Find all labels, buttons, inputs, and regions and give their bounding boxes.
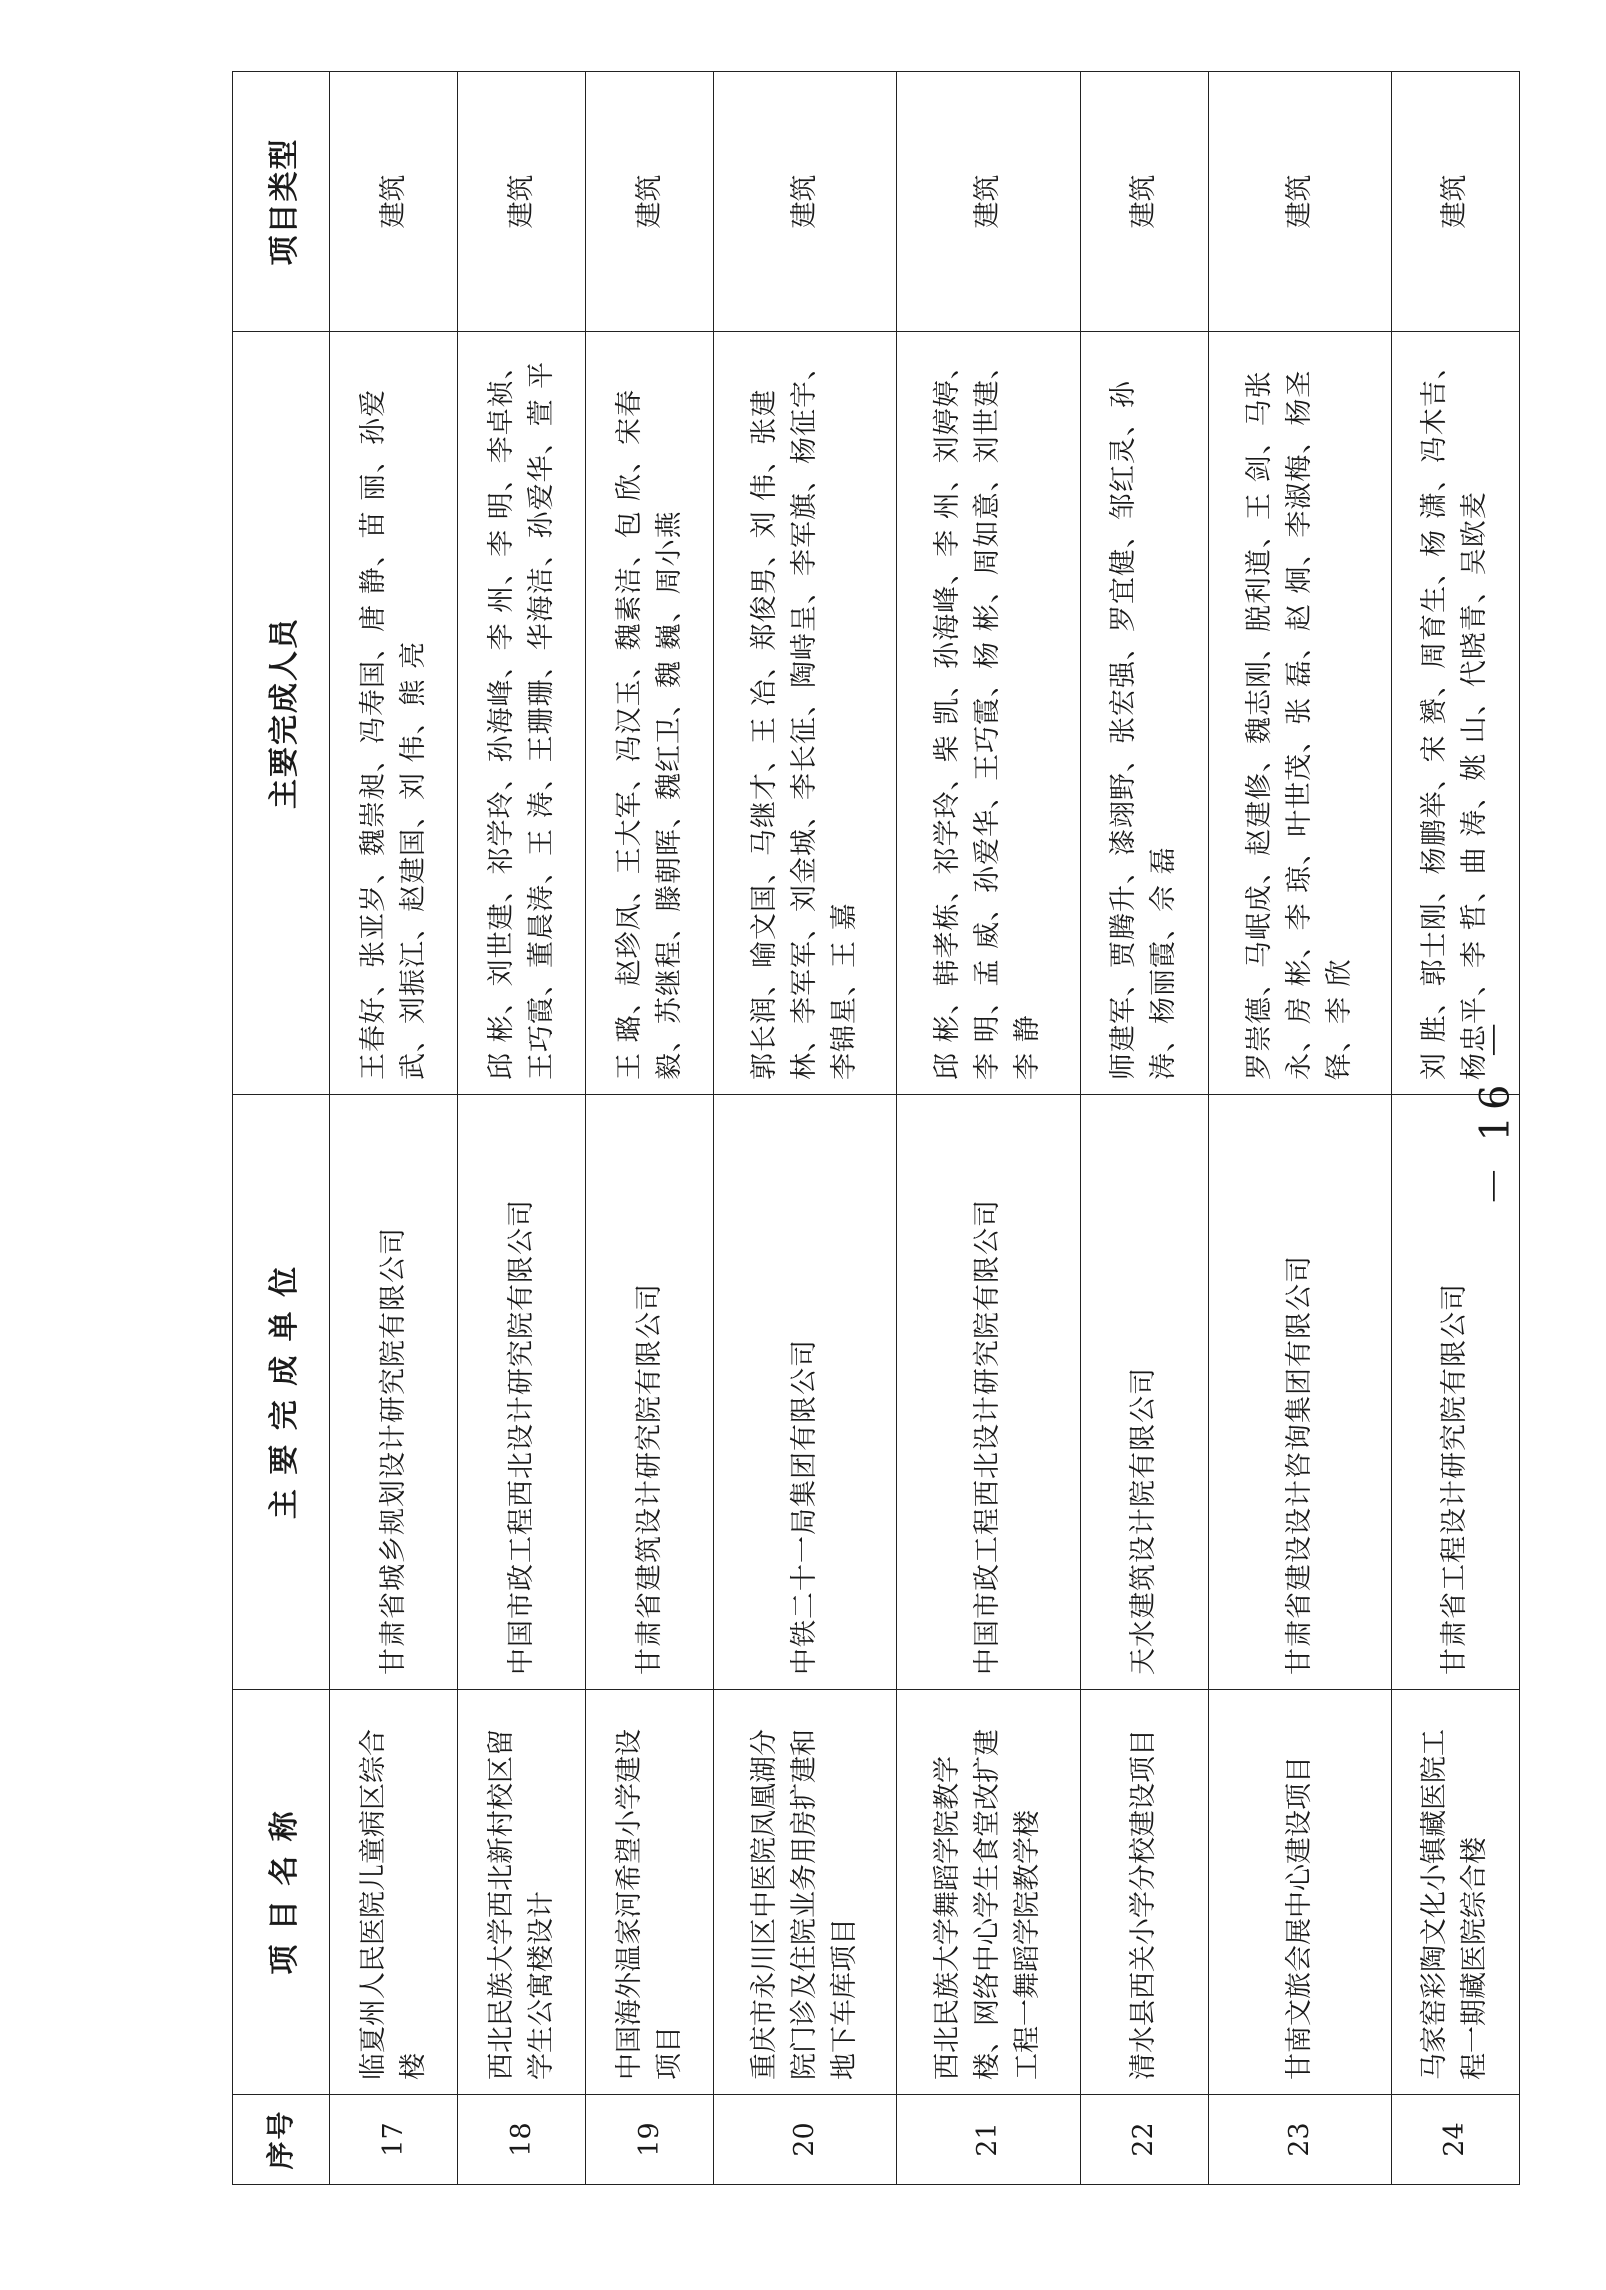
cell-unit: 甘肃省建设设计咨询集团有限公司	[1208, 1095, 1391, 1690]
cell-people: 邱 彬、韩孝栋、祁学玲、柴 凯、孙海峰、李 州、刘婷婷、李 明、孟 威、孙爱华、王巧霞、杨 彬、周如意、刘世建、李 静	[897, 332, 1080, 1095]
header-seq: 序号	[233, 2095, 330, 2185]
cell-name: 马家窑彩陶文化小镇藏医院工程一期藏医院综合楼	[1391, 1690, 1519, 2095]
table-row	[586, 72, 714, 2185]
table-row	[458, 72, 586, 2185]
cell-people: 王春好、张亚岁、魏崇昶、冯寿国、唐 静、苗 丽、孙爱武、刘振江、赵建国、刘 伟、熊 亮	[330, 332, 458, 1095]
cell-name: 清水县西关小学分校建设项目	[1080, 1690, 1208, 2095]
cell-name: 西北民族大学舞蹈学院教学楼、网络中心学生食堂改扩建工程一舞蹈学院教学楼	[897, 1690, 1080, 2095]
cell-seq: 22	[1080, 2095, 1208, 2185]
cell-name: 西北民族大学西北新村校区留学生公寓楼设计	[458, 1690, 586, 2095]
table-body	[330, 72, 1520, 2185]
cell-seq: 20	[714, 2095, 897, 2185]
cell-type: 建筑	[1080, 72, 1208, 332]
cell-type: 建筑	[1208, 72, 1391, 332]
cell-seq: 24	[1391, 2095, 1519, 2185]
header-unit: 主 要 完 成 单 位	[233, 1095, 330, 1690]
cell-type: 建筑	[330, 72, 458, 332]
cell-people: 刘 胜、郭士刚、杨鹏举、宋 赟、周育生、杨 潇、冯木吉、杨忠平、李 哲、曲 涛、姚 山、代晓青、吴欧麦	[1391, 332, 1519, 1095]
cell-unit: 甘肃省建筑设计研究院有限公司	[586, 1095, 714, 1690]
table-row	[1080, 72, 1208, 2185]
cell-unit: 中铁二十一局集团有限公司	[714, 1095, 897, 1690]
cell-type: 建筑	[586, 72, 714, 332]
header-type: 项目类型	[233, 72, 330, 332]
cell-name: 临夏州人民医院儿童病区综合楼	[330, 1690, 458, 2095]
cell-seq: 23	[1208, 2095, 1391, 2185]
cell-type: 建筑	[458, 72, 586, 332]
cell-unit: 甘肃省工程设计研究院有限公司	[1391, 1095, 1519, 1690]
cell-seq: 21	[897, 2095, 1080, 2185]
header-people: 主要完成人员	[233, 332, 330, 1095]
cell-unit: 中国市政工程西北设计研究院有限公司	[897, 1095, 1080, 1690]
cell-people: 师建军、贾腾升、漆翊野、张宏强、罗宜健、邹红灵、孙 涛、杨丽霞、佘 磊	[1080, 332, 1208, 1095]
cell-name: 重庆市永川区中医院凤凰湖分院门诊及住院业务用房扩建和地下车库项目	[714, 1690, 897, 2095]
table-row	[897, 72, 1080, 2185]
cell-unit: 中国市政工程西北设计研究院有限公司	[458, 1095, 586, 1690]
cell-people: 邱 彬、刘世建、祁学玲、孙海峰、李 州、李 明、李卓祯、王巧霞、董晨涛、王 涛、王珊珊、华海洁、孙爱华、萱 平	[458, 332, 586, 1095]
table-row	[330, 72, 458, 2185]
cell-name: 中国海外温家河希望小学建设项目	[586, 1690, 714, 2095]
table-row	[1208, 72, 1391, 2185]
cell-people: 王 璐、赵珍凤、王大军、冯汉玉、魏素洁、包 欣、宋春毅、苏继程、滕朝晖、魏红卫、魏 巍、周小燕	[586, 332, 714, 1095]
page-number	[1462, 1000, 1522, 1220]
cell-seq: 18	[458, 2095, 586, 2185]
cell-unit: 天水建筑设计院有限公司	[1080, 1095, 1208, 1690]
cell-type: 建筑	[897, 72, 1080, 332]
cell-people: 罗崇德、马岷成、赵建修、魏志刚、脱利道、王 剑、马张永、房 彬、李 琼、叶世茂、张 磊、赵 炯、李淑梅、杨圣铎、李 欣	[1208, 332, 1391, 1095]
cell-unit: 甘肃省城乡规划设计研究院有限公司	[330, 1095, 458, 1690]
award-table-container	[232, 72, 1520, 2185]
cell-seq: 17	[330, 2095, 458, 2185]
cell-name: 甘南文旅会展中心建设项目	[1208, 1690, 1391, 2095]
cell-type: 建筑	[714, 72, 897, 332]
table-row	[714, 72, 897, 2185]
cell-seq: 19	[586, 2095, 714, 2185]
award-table	[232, 71, 1520, 2185]
cell-type: 建筑	[1391, 72, 1519, 332]
page-number-text: － 16 －	[1472, 1013, 1519, 1207]
header-name: 项 目 名 称	[233, 1690, 330, 2095]
cell-people: 郭长润、喻文国、马继才、王 冶、郑俊男、刘 伟、张建林、李军军、刘金城、李长征、陶峙呈、李军旗、杨征宇、李锦星、王 嘉	[714, 332, 897, 1095]
table-header-row	[233, 72, 330, 2185]
